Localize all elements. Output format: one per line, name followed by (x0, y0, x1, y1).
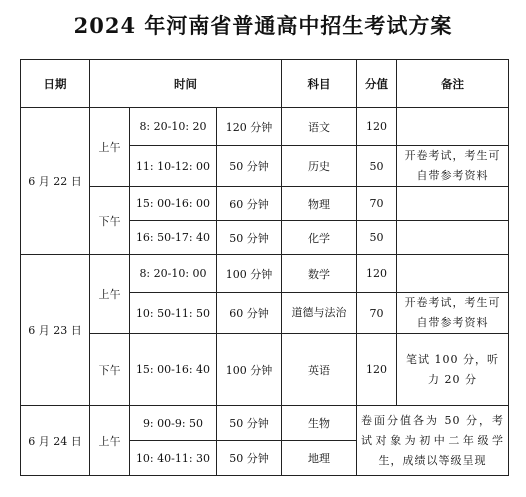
score-cell: 120 (357, 108, 397, 146)
duration-cell: 50 分钟 (217, 146, 282, 187)
time-cell: 8: 20-10: 20 (130, 108, 217, 146)
period-cell: 下午 (90, 334, 130, 406)
duration-cell: 50 分钟 (217, 406, 282, 441)
header-remark: 备注 (397, 60, 509, 108)
header-subject: 科目 (282, 60, 357, 108)
score-cell: 120 (357, 334, 397, 406)
subject-cell: 生物 (282, 406, 357, 441)
table-header-row (21, 60, 509, 108)
date-cell: 6 月 23 日 (21, 255, 90, 406)
date-cell: 6 月 24 日 (21, 406, 90, 476)
score-cell: 70 (357, 187, 397, 221)
duration-cell: 120 分钟 (217, 108, 282, 146)
duration-cell: 60 分钟 (217, 293, 282, 334)
remark-cell (397, 187, 509, 221)
period-cell: 上午 (90, 108, 130, 187)
header-score: 分值 (357, 60, 397, 108)
period-cell: 下午 (90, 187, 130, 255)
time-cell: 15: 00-16: 40 (130, 334, 217, 406)
table-row (21, 187, 509, 221)
time-cell: 9: 00-9: 50 (130, 406, 217, 441)
time-cell: 8: 20-10: 00 (130, 255, 217, 293)
subject-cell: 物理 (282, 187, 357, 221)
table-row (21, 255, 509, 293)
duration-cell: 50 分钟 (217, 441, 282, 476)
time-cell: 15: 00-16: 00 (130, 187, 217, 221)
header-date: 日期 (21, 60, 90, 108)
remark-cell (397, 108, 509, 146)
exam-schedule-table (20, 59, 509, 476)
table-row (21, 108, 509, 146)
date-cell: 6 月 22 日 (21, 108, 90, 255)
score-cell: 50 (357, 221, 397, 255)
remark-cell: 卷面分值各为 50 分，考试对象为初中二年级学生，成绩以等级呈现 (357, 406, 509, 476)
score-cell: 120 (357, 255, 397, 293)
table-row (21, 334, 509, 406)
remark-cell: 笔试 100 分，听力 20 分 (397, 334, 509, 406)
document-title: 2024 年河南省普通高中招生考试方案 (73, 13, 453, 38)
period-cell: 上午 (90, 406, 130, 476)
header-time: 时间 (90, 60, 282, 108)
score-cell: 50 (357, 146, 397, 187)
time-cell: 10: 40-11: 30 (130, 441, 217, 476)
table-row (21, 406, 509, 441)
duration-cell: 100 分钟 (217, 334, 282, 406)
subject-cell: 化学 (282, 221, 357, 255)
period-cell: 上午 (90, 255, 130, 334)
time-cell: 11: 10-12: 00 (130, 146, 217, 187)
subject-cell: 道德与法治 (282, 293, 357, 334)
duration-cell: 100 分钟 (217, 255, 282, 293)
time-cell: 10: 50-11: 50 (130, 293, 217, 334)
duration-cell: 50 分钟 (217, 221, 282, 255)
time-cell: 16: 50-17: 40 (130, 221, 217, 255)
remark-cell (397, 255, 509, 293)
score-cell: 70 (357, 293, 397, 334)
duration-cell: 60 分钟 (217, 187, 282, 221)
subject-cell: 历史 (282, 146, 357, 187)
remark-cell: 开卷考试，考生可自带参考资料 (397, 146, 509, 187)
remark-cell: 开卷考试，考生可自带参考资料 (397, 293, 509, 334)
remark-cell (397, 221, 509, 255)
subject-cell: 英语 (282, 334, 357, 406)
subject-cell: 数学 (282, 255, 357, 293)
subject-cell: 地理 (282, 441, 357, 476)
subject-cell: 语文 (282, 108, 357, 146)
